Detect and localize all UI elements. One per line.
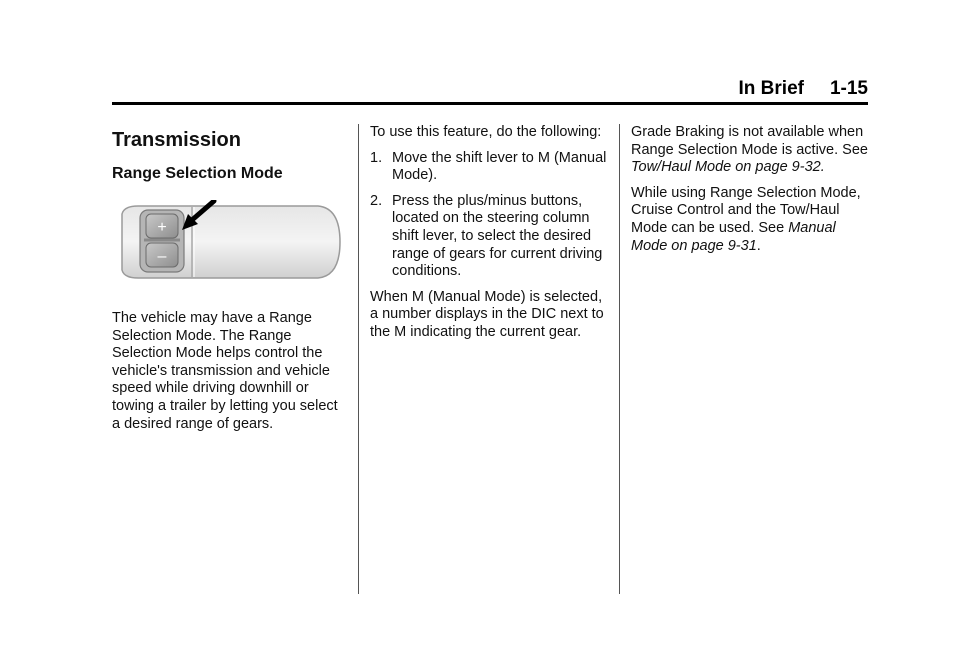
section-heading: Transmission [112, 129, 241, 151]
column-divider-1 [358, 124, 359, 594]
column-3 [631, 124, 871, 263]
steps-intro: To use this feature, do the following: [370, 124, 602, 140]
column-2 [370, 124, 610, 350]
column-1 [112, 124, 344, 441]
grade-braking-text: Grade Braking is not available when Range Selection Mode is active. See [631, 124, 868, 158]
column-divider-2 [619, 124, 620, 594]
step-item [370, 150, 610, 185]
grade-braking-paragraph [631, 124, 871, 177]
step-text: Move the shift lever to M (Manual Mode). [392, 149, 607, 184]
cruise-control-text: While using Range Selection Mode, Cruise Control and the Tow/Haul Mode can be used. See [631, 184, 861, 236]
step-number: 1. [370, 149, 383, 166]
steps-list [370, 150, 610, 281]
minus-symbol: – [157, 248, 167, 265]
plus-symbol: + [157, 219, 167, 236]
manual-mode-reference: Manual Mode on page 9-31 [631, 219, 836, 254]
intro-paragraph: The vehicle may have a Range Selection Mode. The Range Selection Mode helps control the vehicle's transmission and vehicle speed while driving downhill or towing a trailer by letting you select a desired range of gears. [112, 310, 338, 432]
cruise-control-paragraph [631, 185, 871, 255]
step-text: Press the plus/minus buttons, located on the steering column shift lever, to select the desired range of gears for current driving conditions. [392, 192, 603, 280]
page-header [112, 78, 868, 104]
step-number: 2. [370, 192, 383, 209]
section-title: In Brief [738, 78, 804, 99]
reference-period: . [756, 237, 761, 254]
shift-lever-svg [118, 200, 344, 284]
step-item [370, 193, 610, 281]
shift-lever-illustration [118, 200, 344, 284]
subsection-heading: Range Selection Mode [112, 165, 283, 182]
manual-mode-paragraph: When M (Manual Mode) is selected, a number displays in the DIC next to the M indicating the current gear. [370, 288, 604, 340]
header-rule [112, 102, 868, 105]
page-number: 1-15 [829, 78, 868, 99]
tow-haul-reference: Tow/Haul Mode on page 9-32. [631, 159, 825, 176]
